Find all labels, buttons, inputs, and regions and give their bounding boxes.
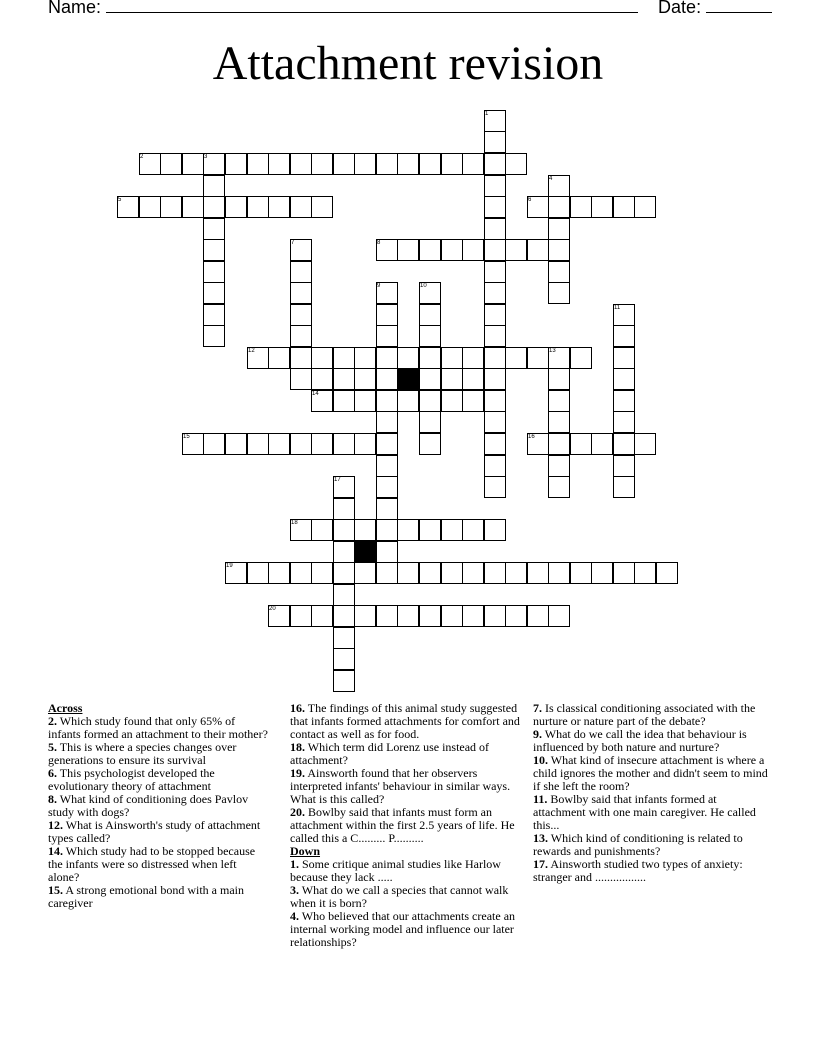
grid-cell[interactable] [462,519,484,541]
grid-cell[interactable] [484,239,506,261]
grid-cell[interactable] [203,304,225,326]
grid-cell[interactable] [247,433,269,455]
clue-num: 17. [533,857,548,871]
clue-text: Bowlby said that infants must form an attachment within the first 2.5 years of life. He called this a C......... P.......... [290,805,515,845]
grid-cell[interactable] [570,196,592,218]
blocked-cell [354,541,376,563]
grid-cell[interactable] [354,368,376,390]
grid-cell[interactable] [548,455,570,477]
clue-num: 1. [290,857,299,871]
grid-cell[interactable] [376,519,398,541]
grid-cell[interactable] [354,562,376,584]
grid-cell[interactable] [376,562,398,584]
grid-cell[interactable] [484,519,506,541]
grid-cell[interactable] [203,282,225,304]
grid-cell[interactable] [484,304,506,326]
across-clue [290,806,520,845]
grid-cell[interactable] [505,562,527,584]
grid-cell[interactable] [419,519,441,541]
clue-text: Ainsworth found that her observers interpreted infants' behaviour in similar ways. What is this called? [290,766,511,806]
grid-cell[interactable] [462,390,484,412]
grid-cell[interactable] [419,347,441,369]
grid-cell[interactable] [225,433,247,455]
grid-cell[interactable] [505,239,527,261]
grid-cell[interactable] [182,153,204,175]
clue-text: Some critique animal studies like Harlow because they lack ..... [290,857,501,884]
grid-cell[interactable] [484,562,506,584]
grid-cell[interactable] [613,368,635,390]
clue-text: Which study found that only 65% of infants formed an attachment to their mother? [48,714,268,741]
grid-cell[interactable] [505,153,527,175]
clue-text: This psychologist developed the evolutionary theory of attachment [48,766,215,793]
grid-cell[interactable] [333,498,355,520]
grid-cell[interactable] [634,433,656,455]
grid-cell[interactable] [484,175,506,197]
grid-cell[interactable] [397,519,419,541]
clue-num: 16. [290,701,305,715]
grid-cell[interactable] [527,239,549,261]
grid-cell[interactable] [311,368,333,390]
grid-cell[interactable] [397,390,419,412]
grid-cell[interactable] [376,498,398,520]
grid-cell[interactable] [613,325,635,347]
clue-number-11: 11 [614,305,621,311]
grid-cell[interactable] [333,347,355,369]
grid-cell[interactable] [311,605,333,627]
grid-cell[interactable] [548,282,570,304]
across-clue [48,884,270,910]
down-clue [533,832,769,858]
clue-text: What do we call the idea that behaviour is influenced by both nature and nurture? [533,727,747,754]
grid-cell[interactable] [613,433,635,455]
grid-cell[interactable] [311,562,333,584]
clue-num: 18. [290,740,305,754]
grid-cell[interactable] [311,153,333,175]
grid-cell[interactable] [419,239,441,261]
grid-cell[interactable] [268,196,290,218]
grid-cell[interactable] [397,605,419,627]
grid-cell[interactable] [462,239,484,261]
clue-number-12: 12 [248,348,255,354]
clue-text: Bowlby said that infants formed at attachment with one main caregiver. He called this... [533,792,756,832]
grid-cell[interactable] [290,261,312,283]
grid-cell[interactable] [203,196,225,218]
grid-cell[interactable] [290,282,312,304]
down-heading: Down [290,844,321,858]
clue-num: 4. [290,909,299,923]
across-heading: Across [48,701,83,715]
grid-cell[interactable] [484,368,506,390]
grid-cell[interactable] [160,196,182,218]
grid-cell[interactable] [354,347,376,369]
grid-cell[interactable] [376,455,398,477]
clue-text: The findings of this animal study suggested that infants formed attachments for comfort and contact as well as for food. [290,701,520,741]
grid-cell[interactable] [376,304,398,326]
grid-cell[interactable] [419,433,441,455]
clue-num: 15. [48,883,63,897]
grid-cell[interactable] [397,347,419,369]
clue-number-13: 13 [549,348,556,354]
grid-cell[interactable] [484,218,506,240]
grid-cell[interactable] [311,433,333,455]
grid-cell[interactable] [376,411,398,433]
clue-text: Who believed that our attachments create an internal working model and influence our later relationships? [290,909,516,949]
clue-num: 9. [533,727,542,741]
grid-cell[interactable] [397,153,419,175]
page-title: Attachment revision [212,37,604,90]
grid-cell[interactable] [203,218,225,240]
down-clue [533,728,769,754]
grid-cell[interactable] [484,325,506,347]
clue-num: 19. [290,766,305,780]
grid-cell[interactable] [376,325,398,347]
grid-cell[interactable] [376,541,398,563]
grid-cell[interactable] [548,239,570,261]
grid-cell[interactable] [376,368,398,390]
clue-number-2: 2 [140,154,144,160]
grid-cell[interactable] [505,347,527,369]
grid-cell[interactable] [139,196,161,218]
clue-num: 2. [48,714,57,728]
grid-cell[interactable] [441,562,463,584]
grid-cell[interactable] [548,411,570,433]
down-clue [290,910,520,949]
grid-cell[interactable] [225,153,247,175]
across-clues-list-cont [290,702,520,845]
grid-cell[interactable] [527,347,549,369]
clue-number-20: 20 [269,606,276,612]
grid-cell[interactable] [634,196,656,218]
grid-cell[interactable] [462,368,484,390]
grid-cell[interactable] [484,411,506,433]
grid-cell[interactable] [376,347,398,369]
grid-cell[interactable] [354,153,376,175]
grid-cell[interactable] [419,411,441,433]
grid-cell[interactable] [548,562,570,584]
grid-cell[interactable] [462,153,484,175]
clue-number-9: 9 [377,283,381,289]
grid-cell[interactable] [311,347,333,369]
grid-cell[interactable] [290,562,312,584]
grid-cell[interactable] [333,648,355,670]
grid-cell[interactable] [354,605,376,627]
clue-num: 10. [533,753,548,767]
grid-cell[interactable] [290,433,312,455]
clue-num: 20. [290,805,305,819]
grid-cell[interactable] [333,433,355,455]
grid-cell[interactable] [462,347,484,369]
name-label: Name: [48,0,102,17]
grid-cell[interactable] [613,455,635,477]
down-clue [533,858,769,884]
clue-number-15: 15 [183,434,190,440]
grid-cell[interactable] [419,325,441,347]
grid-cell[interactable] [548,261,570,283]
clue-num: 8. [48,792,57,806]
down-clue [533,702,769,728]
across-clue [48,793,270,819]
grid-cell[interactable] [462,562,484,584]
grid-cell[interactable] [441,519,463,541]
grid-cell[interactable] [333,390,355,412]
grid-cell[interactable] [290,153,312,175]
grid-cell[interactable] [484,261,506,283]
grid-cell[interactable] [203,325,225,347]
grid-cell[interactable] [613,390,635,412]
grid-cell[interactable] [484,196,506,218]
clue-num: 5. [48,740,57,754]
grid-cell[interactable] [441,605,463,627]
grid-cell[interactable] [333,541,355,563]
clue-text: This is where a species changes over generations to ensure its survival [48,740,237,767]
clue-num: 13. [533,831,548,845]
clue-text: A strong emotional bond with a main caregiver [48,883,244,910]
grid-cell[interactable] [484,390,506,412]
clue-number-8: 8 [377,240,381,246]
clue-num: 11. [533,792,548,806]
down-clues-list-cont [533,702,769,884]
grid-cell[interactable] [548,196,570,218]
grid-cell[interactable] [484,455,506,477]
grid-cell[interactable] [354,390,376,412]
grid-cell[interactable] [376,153,398,175]
clue-text: Which term did Lorenz use instead of attachment? [290,740,490,767]
clue-number-17: 17 [334,477,341,483]
grid-cell[interactable] [548,390,570,412]
clue-number-19: 19 [226,563,233,569]
grid-cell[interactable] [484,131,506,153]
clue-number-10: 10 [420,283,427,289]
clue-num: 7. [533,701,542,715]
grid-cell[interactable] [613,476,635,498]
clue-number-7: 7 [291,240,295,246]
clue-number-18: 18 [291,520,298,526]
grid-cell[interactable] [290,325,312,347]
clue-text: What kind of conditioning does Pavlov study with dogs? [48,792,249,819]
grid-cell[interactable] [484,282,506,304]
grid-cell[interactable] [225,196,247,218]
grid-cell[interactable] [419,368,441,390]
grid-cell[interactable] [419,562,441,584]
grid-cell[interactable] [354,519,376,541]
clue-number-14: 14 [312,391,319,397]
grid-cell[interactable] [203,261,225,283]
across-clue [48,845,270,884]
across-clue [48,819,270,845]
grid-cell[interactable] [333,584,355,606]
grid-cell[interactable] [613,347,635,369]
blocked-cell [397,368,419,390]
clue-number-3: 3 [204,154,208,160]
grid-cell[interactable] [290,605,312,627]
grid-cell[interactable] [591,433,613,455]
grid-cell[interactable] [548,476,570,498]
grid-cell[interactable] [397,239,419,261]
grid-cell[interactable] [548,218,570,240]
clue-number-5: 5 [118,197,122,203]
grid-cell[interactable] [613,411,635,433]
grid-cell[interactable] [484,153,506,175]
across-clue [48,767,270,793]
down-clue [290,884,520,910]
grid-cell[interactable] [613,562,635,584]
clue-column-1 [48,702,270,910]
grid-cell[interactable] [484,476,506,498]
grid-cell[interactable] [333,670,355,692]
grid-cell[interactable] [376,433,398,455]
grid-cell[interactable] [333,627,355,649]
clue-num: 12. [48,818,63,832]
clue-num: 6. [48,766,57,780]
grid-cell[interactable] [203,433,225,455]
clue-number-6: 6 [528,197,532,203]
grid-cell[interactable] [441,153,463,175]
grid-cell[interactable] [247,562,269,584]
across-clue [48,715,270,741]
grid-cell[interactable] [419,153,441,175]
grid-cell[interactable] [441,239,463,261]
grid-cell[interactable] [247,153,269,175]
grid-cell[interactable] [290,196,312,218]
grid-cell[interactable] [419,605,441,627]
grid-cell[interactable] [160,153,182,175]
grid-cell[interactable] [333,605,355,627]
grid-cell[interactable] [268,347,290,369]
clue-num: 14. [48,844,63,858]
grid-cell[interactable] [570,347,592,369]
grid-cell[interactable] [354,433,376,455]
grid-cell[interactable] [570,433,592,455]
grid-cell[interactable] [290,304,312,326]
grid-cell[interactable] [247,196,269,218]
grid-cell[interactable] [505,605,527,627]
grid-cell[interactable] [548,368,570,390]
grid-cell[interactable] [570,562,592,584]
across-clue [290,741,520,767]
grid-cell[interactable] [376,605,398,627]
grid-cell[interactable] [462,605,484,627]
clue-number-4: 4 [549,176,553,182]
grid-cell[interactable] [548,605,570,627]
grid-cell[interactable] [268,562,290,584]
grid-cell[interactable] [613,196,635,218]
grid-cell[interactable] [484,605,506,627]
grid-cell[interactable] [419,304,441,326]
grid-cell[interactable] [441,368,463,390]
grid-cell[interactable] [268,433,290,455]
grid-cell[interactable] [290,368,312,390]
grid-cell[interactable] [527,605,549,627]
grid-cell[interactable] [311,196,333,218]
clue-column-2 [290,702,520,949]
clue-text: Which study had to be stopped because the infants were so distressed when left alone? [48,844,256,884]
grid-cell[interactable] [634,562,656,584]
grid-cell[interactable] [268,153,290,175]
grid-cell[interactable] [376,476,398,498]
clue-text: Ainsworth studied two types of anxiety: stranger and ................. [533,857,743,884]
clue-text: What kind of insecure attachment is where a child ignores the mother and didn't seem to mind if she left the room? [533,753,768,793]
grid-cell[interactable] [591,196,613,218]
grid-cell[interactable] [441,347,463,369]
grid-cell[interactable] [656,562,678,584]
grid-cell[interactable] [376,390,398,412]
grid-cell[interactable] [527,562,549,584]
across-clue [290,702,520,741]
grid-cell[interactable] [203,175,225,197]
clue-text: Which kind of conditioning is related to rewards and punishments? [533,831,743,858]
clue-number-1: 1 [485,111,489,117]
across-clue [48,741,270,767]
down-clue [290,858,520,884]
grid-cell[interactable] [397,562,419,584]
grid-cell[interactable] [333,368,355,390]
grid-cell[interactable] [182,196,204,218]
clue-number-16: 16 [528,434,535,440]
grid-cell[interactable] [203,239,225,261]
clue-text: What is Ainsworth's study of attachment types called? [48,818,261,845]
grid-cell[interactable] [548,433,570,455]
grid-cell[interactable] [419,390,441,412]
clue-column-3 [533,702,769,884]
clue-text: Is classical conditioning associated with the nurture or nature part of the debate? [533,701,756,728]
across-clues-list [48,715,270,910]
clue-text: What do we call a species that cannot walk when it is born? [290,883,509,910]
down-clue [533,793,769,832]
grid-cell[interactable] [441,390,463,412]
down-clues-list [290,858,520,949]
grid-cell[interactable] [333,562,355,584]
grid-cell[interactable] [311,519,333,541]
clue-num: 3. [290,883,299,897]
down-clue [533,754,769,793]
grid-cell[interactable] [484,433,506,455]
grid-cell[interactable] [591,562,613,584]
grid-cell[interactable] [290,347,312,369]
grid-cell[interactable] [333,519,355,541]
across-clue [290,767,520,806]
grid-cell[interactable] [333,153,355,175]
grid-cell[interactable] [484,347,506,369]
date-label: Date: [658,0,702,17]
